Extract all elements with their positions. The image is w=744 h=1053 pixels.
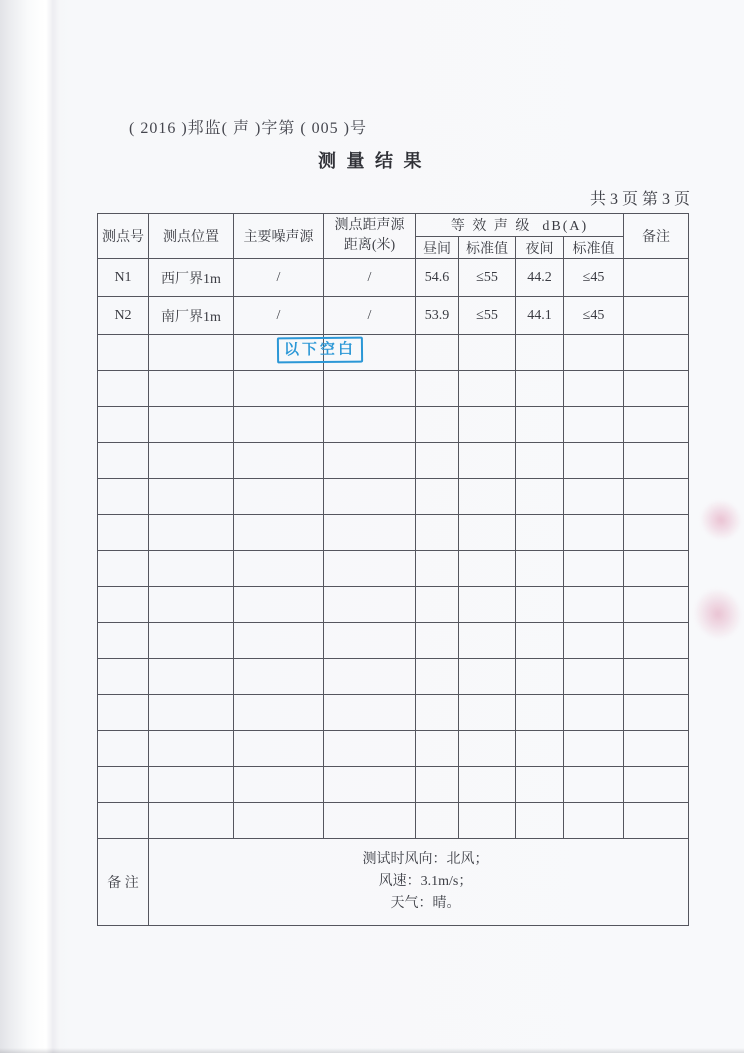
empty-cell (564, 443, 624, 479)
empty-cell (98, 335, 149, 371)
empty-cell (416, 623, 459, 659)
empty-cell (459, 803, 516, 839)
empty-cell (459, 551, 516, 587)
empty-cell (624, 731, 689, 767)
distance-header-line1: 测点距声源 (334, 217, 405, 233)
empty-cell (516, 515, 564, 551)
empty-cell (324, 587, 416, 623)
empty-cell (234, 479, 324, 515)
empty-table-row (98, 695, 689, 731)
empty-cell (149, 731, 234, 767)
empty-cell (149, 695, 234, 731)
empty-cell (459, 371, 516, 407)
empty-cell (459, 623, 516, 659)
cell-night-level: 44.1 (516, 297, 564, 335)
empty-cell (324, 515, 416, 551)
empty-cell (459, 443, 516, 479)
remark-wind-direction: 测试时风向：北风； (362, 852, 489, 867)
empty-cell (416, 515, 459, 551)
empty-cell (149, 515, 234, 551)
empty-cell (564, 695, 624, 731)
empty-cell (416, 443, 459, 479)
empty-cell (416, 479, 459, 515)
empty-cell (234, 371, 324, 407)
empty-cell (234, 659, 324, 695)
stamp-bleed-mark (692, 492, 744, 549)
empty-table-row (98, 623, 689, 659)
empty-cell (98, 443, 149, 479)
empty-cell (564, 659, 624, 695)
empty-cell (459, 695, 516, 731)
doc-ref-number: ( 2016 )邦监( 声 )字第 ( 005 )号 (129, 120, 367, 137)
empty-cell (564, 479, 624, 515)
empty-cell (416, 767, 459, 803)
col-header-distance (324, 214, 416, 259)
empty-cell (149, 803, 234, 839)
cell-distance: / (324, 297, 416, 335)
empty-cell (324, 371, 416, 407)
measurement-results-table (97, 213, 689, 926)
empty-cell (516, 731, 564, 767)
footer-remark-text (149, 839, 689, 926)
empty-cell (459, 479, 516, 515)
empty-cell (416, 551, 459, 587)
empty-cell (416, 695, 459, 731)
empty-cell (149, 335, 234, 371)
empty-cell (516, 659, 564, 695)
empty-cell (324, 695, 416, 731)
empty-table-row (98, 659, 689, 695)
col-header-point-no: 测点号 (98, 214, 149, 259)
empty-cell (564, 731, 624, 767)
empty-cell (98, 767, 149, 803)
remark-weather: 天气：晴。 (390, 896, 461, 911)
cell-distance: / (324, 259, 416, 297)
cell-noise-source: / (234, 259, 324, 297)
empty-cell (234, 551, 324, 587)
cell-remark (624, 297, 689, 335)
empty-cell (516, 407, 564, 443)
empty-cell (324, 443, 416, 479)
empty-cell (624, 479, 689, 515)
empty-cell (459, 587, 516, 623)
empty-cell (459, 335, 516, 371)
cell-day-level: 54.6 (416, 259, 459, 297)
empty-cell (564, 515, 624, 551)
empty-cell (324, 659, 416, 695)
col-header-remark: 备注 (624, 214, 689, 259)
empty-cell (98, 587, 149, 623)
empty-cell (234, 407, 324, 443)
empty-cell (624, 695, 689, 731)
cell-day-level: 53.9 (416, 297, 459, 335)
empty-cell (324, 731, 416, 767)
empty-rows-section (98, 335, 689, 839)
empty-table-row (98, 515, 689, 551)
empty-table-row (98, 443, 689, 479)
empty-cell (234, 587, 324, 623)
col-header-noise-source: 主要噪声源 (234, 214, 324, 259)
empty-cell (234, 515, 324, 551)
empty-cell (624, 623, 689, 659)
empty-cell (324, 623, 416, 659)
empty-cell (324, 767, 416, 803)
page-counter: 共 3 页 第 3 页 (589, 191, 690, 208)
empty-cell (516, 587, 564, 623)
empty-cell (516, 767, 564, 803)
empty-cell (234, 731, 324, 767)
empty-cell (516, 695, 564, 731)
empty-cell (98, 803, 149, 839)
cell-night-standard: ≤45 (564, 297, 624, 335)
empty-cell (624, 407, 689, 443)
empty-cell (234, 803, 324, 839)
empty-cell (416, 335, 459, 371)
empty-cell (516, 371, 564, 407)
empty-cell (149, 587, 234, 623)
empty-cell (98, 371, 149, 407)
cell-day-standard: ≤55 (459, 259, 516, 297)
col-header-daytime: 昼间 (416, 237, 459, 259)
remark-wind-speed: 风速：3.1m/s； (378, 874, 473, 889)
empty-table-row (98, 551, 689, 587)
empty-cell (324, 551, 416, 587)
empty-cell (149, 479, 234, 515)
table-row-n2 (98, 297, 689, 335)
empty-cell (624, 767, 689, 803)
empty-cell (234, 695, 324, 731)
empty-cell (516, 803, 564, 839)
cell-remark (624, 259, 689, 297)
empty-table-row (98, 803, 689, 839)
empty-cell (149, 407, 234, 443)
empty-cell (234, 443, 324, 479)
empty-cell (416, 659, 459, 695)
empty-cell (564, 371, 624, 407)
empty-cell (98, 551, 149, 587)
empty-cell (516, 443, 564, 479)
empty-cell (149, 767, 234, 803)
empty-cell (516, 623, 564, 659)
cell-location: 南厂界1m (149, 297, 234, 335)
cell-night-standard: ≤45 (564, 259, 624, 297)
empty-cell (624, 515, 689, 551)
empty-table-row (98, 731, 689, 767)
empty-cell (624, 659, 689, 695)
col-header-location: 测点位置 (149, 214, 234, 259)
empty-cell (416, 803, 459, 839)
empty-cell (149, 623, 234, 659)
distance-header-line2: 距离(米) (343, 238, 396, 253)
page-title: 测 量 结 果 (318, 151, 425, 171)
empty-cell (234, 767, 324, 803)
empty-table-row (98, 335, 689, 371)
empty-cell (234, 623, 324, 659)
empty-table-row (98, 371, 689, 407)
empty-cell (324, 479, 416, 515)
empty-table-row (98, 587, 689, 623)
empty-cell (564, 551, 624, 587)
table-row-n1 (98, 259, 689, 297)
cell-noise-source: / (234, 297, 324, 335)
empty-cell (516, 335, 564, 371)
empty-cell (624, 803, 689, 839)
empty-cell (624, 371, 689, 407)
blank-below-stamp: 以下空白 (277, 337, 363, 364)
empty-cell (98, 695, 149, 731)
empty-cell (516, 479, 564, 515)
empty-cell (324, 803, 416, 839)
empty-cell (564, 803, 624, 839)
empty-cell (564, 407, 624, 443)
empty-cell (416, 407, 459, 443)
empty-cell (98, 731, 149, 767)
empty-cell (416, 587, 459, 623)
empty-cell (98, 515, 149, 551)
empty-cell (564, 335, 624, 371)
footer-remark-label: 备 注 (98, 839, 149, 926)
empty-cell (624, 587, 689, 623)
empty-cell (149, 443, 234, 479)
cell-point-no: N2 (98, 297, 149, 335)
empty-cell (624, 443, 689, 479)
header-row-1 (98, 214, 689, 237)
cell-location: 西厂界1m (149, 259, 234, 297)
empty-cell (564, 767, 624, 803)
empty-cell (624, 551, 689, 587)
empty-cell (98, 407, 149, 443)
empty-cell (416, 371, 459, 407)
empty-cell (516, 551, 564, 587)
cell-point-no: N1 (98, 259, 149, 297)
empty-cell (149, 659, 234, 695)
col-header-night-standard: 标准值 (564, 237, 624, 259)
empty-cell (459, 659, 516, 695)
stamp-bleed-mark (687, 581, 744, 646)
empty-cell (98, 479, 149, 515)
empty-cell (416, 731, 459, 767)
empty-cell (459, 407, 516, 443)
empty-cell (149, 371, 234, 407)
cell-night-level: 44.2 (516, 259, 564, 297)
empty-cell (324, 407, 416, 443)
col-header-night: 夜间 (516, 237, 564, 259)
empty-cell (98, 623, 149, 659)
empty-cell (459, 767, 516, 803)
footer-remark-row (98, 839, 689, 926)
empty-table-row (98, 479, 689, 515)
empty-table-row (98, 407, 689, 443)
empty-cell (624, 335, 689, 371)
cell-day-standard: ≤55 (459, 297, 516, 335)
empty-cell (459, 731, 516, 767)
col-header-leq-group: 等 效 声 级 dB(A) (416, 214, 624, 237)
empty-cell (98, 659, 149, 695)
empty-table-row (98, 767, 689, 803)
empty-cell (564, 623, 624, 659)
empty-cell (149, 551, 234, 587)
empty-cell (564, 587, 624, 623)
empty-cell (459, 515, 516, 551)
col-header-day-standard: 标准值 (459, 237, 516, 259)
